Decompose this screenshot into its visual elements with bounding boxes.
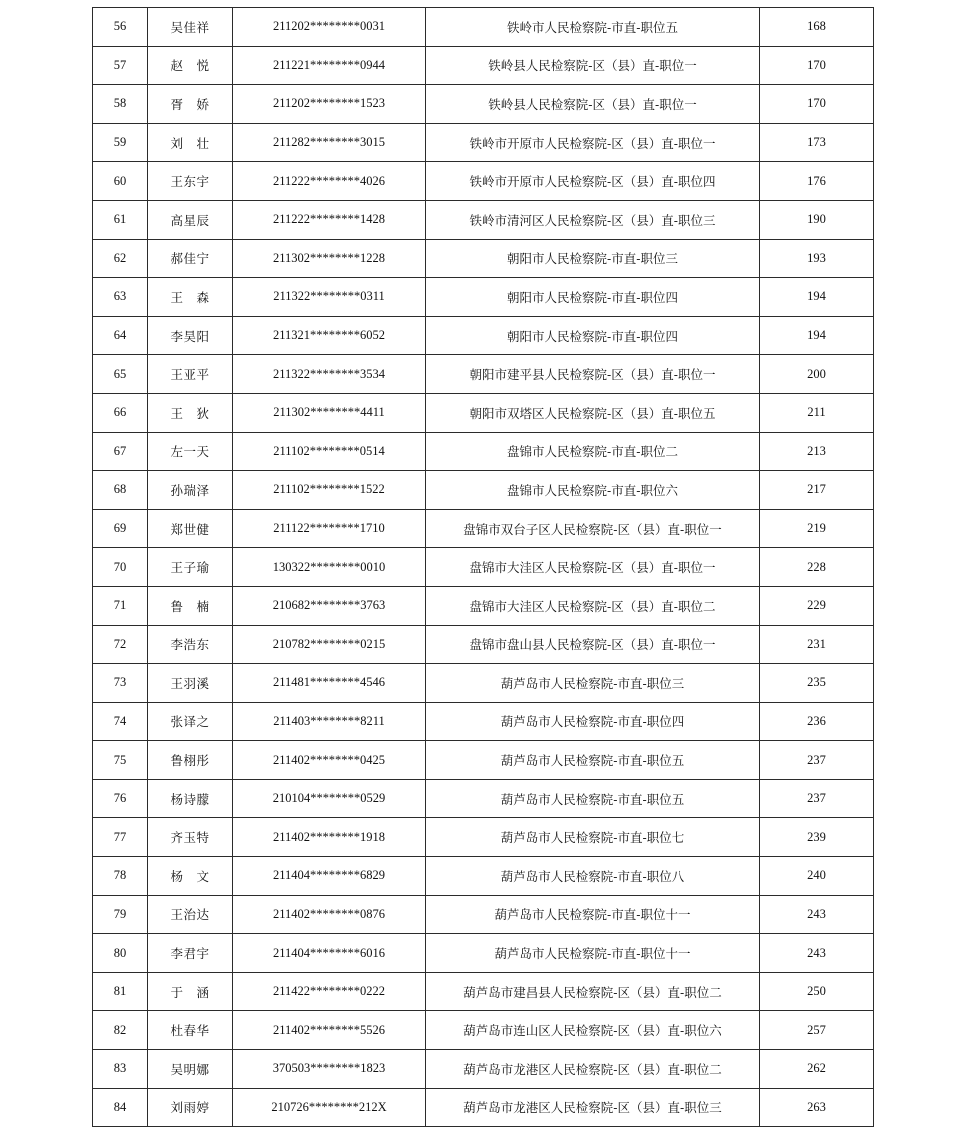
- applied-position: 朝阳市建平县人民检察院-区（县）直-职位一: [426, 355, 760, 394]
- candidate-table-body: [93, 8, 874, 1127]
- table-row: [93, 586, 874, 625]
- row-number: 77: [93, 818, 148, 857]
- candidate-name: 于 涵: [148, 972, 233, 1011]
- table-row: [93, 162, 874, 201]
- rank-value: 262: [760, 1050, 874, 1089]
- id-number: 211402********0876: [233, 895, 426, 934]
- applied-position: 葫芦岛市人民检察院-市直-职位五: [426, 741, 760, 780]
- rank-value: 250: [760, 972, 874, 1011]
- table-row: [93, 818, 874, 857]
- candidate-name: 吴佳祥: [148, 8, 233, 47]
- table-row: [93, 316, 874, 355]
- rank-value: 237: [760, 779, 874, 818]
- applied-position: 葫芦岛市建昌县人民检察院-区（县）直-职位二: [426, 972, 760, 1011]
- row-number: 80: [93, 934, 148, 973]
- id-number: 211221********0944: [233, 46, 426, 85]
- candidate-name: 杜春华: [148, 1011, 233, 1050]
- row-number: 67: [93, 432, 148, 471]
- candidate-name: 高星辰: [148, 200, 233, 239]
- candidate-name: 张译之: [148, 702, 233, 741]
- row-number: 82: [93, 1011, 148, 1050]
- id-number: 211222********4026: [233, 162, 426, 201]
- id-number: 211302********4411: [233, 393, 426, 432]
- candidate-name: 王羽溪: [148, 664, 233, 703]
- table-row: [93, 278, 874, 317]
- table-row: [93, 123, 874, 162]
- id-number: 211404********6016: [233, 934, 426, 973]
- candidate-name: 孙瑞泽: [148, 471, 233, 510]
- id-number: 210104********0529: [233, 779, 426, 818]
- rank-value: 190: [760, 200, 874, 239]
- applied-position: 铁岭市人民检察院-市直-职位五: [426, 8, 760, 47]
- table-row: [93, 1011, 874, 1050]
- applied-position: 葫芦岛市龙港区人民检察院-区（县）直-职位三: [426, 1088, 760, 1127]
- table-row: [93, 1050, 874, 1089]
- row-number: 63: [93, 278, 148, 317]
- rank-value: 168: [760, 8, 874, 47]
- rank-value: 243: [760, 934, 874, 973]
- candidate-table: [92, 7, 874, 1127]
- id-number: 211422********0222: [233, 972, 426, 1011]
- candidate-name: 郑世健: [148, 509, 233, 548]
- candidate-name: 王 狄: [148, 393, 233, 432]
- candidate-name: 胥 娇: [148, 85, 233, 124]
- table-row: [93, 393, 874, 432]
- rank-value: 235: [760, 664, 874, 703]
- candidate-name: 吴明娜: [148, 1050, 233, 1089]
- row-number: 72: [93, 625, 148, 664]
- rank-value: 243: [760, 895, 874, 934]
- candidate-name: 李昊阳: [148, 316, 233, 355]
- table-row: [93, 664, 874, 703]
- table-row: [93, 46, 874, 85]
- applied-position: 葫芦岛市人民检察院-市直-职位十一: [426, 934, 760, 973]
- id-number: 130322********0010: [233, 548, 426, 587]
- row-number: 75: [93, 741, 148, 780]
- candidate-name: 杨诗朦: [148, 779, 233, 818]
- row-number: 81: [93, 972, 148, 1011]
- candidate-name: 鲁 楠: [148, 586, 233, 625]
- applied-position: 葫芦岛市连山区人民检察院-区（县）直-职位六: [426, 1011, 760, 1050]
- rank-value: 237: [760, 741, 874, 780]
- candidate-name: 赵 悦: [148, 46, 233, 85]
- candidate-name: 刘 壮: [148, 123, 233, 162]
- applied-position: 铁岭市清河区人民检察院-区（县）直-职位三: [426, 200, 760, 239]
- id-number: 211321********6052: [233, 316, 426, 355]
- candidate-name: 王治达: [148, 895, 233, 934]
- table-row: [93, 1088, 874, 1127]
- id-number: 211404********6829: [233, 857, 426, 896]
- applied-position: 朝阳市人民检察院-市直-职位三: [426, 239, 760, 278]
- rank-value: 217: [760, 471, 874, 510]
- applied-position: 朝阳市人民检察院-市直-职位四: [426, 278, 760, 317]
- id-number: 211402********0425: [233, 741, 426, 780]
- id-number: 211122********1710: [233, 509, 426, 548]
- row-number: 61: [93, 200, 148, 239]
- candidate-name: 刘雨婷: [148, 1088, 233, 1127]
- table-row: [93, 471, 874, 510]
- rank-value: 194: [760, 278, 874, 317]
- row-number: 60: [93, 162, 148, 201]
- id-number: 210726********212X: [233, 1088, 426, 1127]
- table-row: [93, 432, 874, 471]
- id-number: 211282********3015: [233, 123, 426, 162]
- applied-position: 盘锦市大洼区人民检察院-区（县）直-职位一: [426, 548, 760, 587]
- table-row: [93, 239, 874, 278]
- rank-value: 231: [760, 625, 874, 664]
- candidate-name: 鲁栩彤: [148, 741, 233, 780]
- id-number: 211302********1228: [233, 239, 426, 278]
- row-number: 79: [93, 895, 148, 934]
- table-row: [93, 895, 874, 934]
- row-number: 59: [93, 123, 148, 162]
- applied-position: 盘锦市盘山县人民检察院-区（县）直-职位一: [426, 625, 760, 664]
- row-number: 73: [93, 664, 148, 703]
- rank-value: 194: [760, 316, 874, 355]
- candidate-name: 李君宇: [148, 934, 233, 973]
- row-number: 83: [93, 1050, 148, 1089]
- candidate-name: 齐玉特: [148, 818, 233, 857]
- row-number: 65: [93, 355, 148, 394]
- table-row: [93, 548, 874, 587]
- applied-position: 铁岭县人民检察院-区（县）直-职位一: [426, 46, 760, 85]
- table-row: [93, 625, 874, 664]
- id-number: 211322********3534: [233, 355, 426, 394]
- id-number: 211403********8211: [233, 702, 426, 741]
- row-number: 56: [93, 8, 148, 47]
- row-number: 69: [93, 509, 148, 548]
- candidate-name: 王 森: [148, 278, 233, 317]
- applied-position: 朝阳市人民检察院-市直-职位四: [426, 316, 760, 355]
- id-number: 211481********4546: [233, 664, 426, 703]
- id-number: 210782********0215: [233, 625, 426, 664]
- table-row: [93, 779, 874, 818]
- applied-position: 铁岭县人民检察院-区（县）直-职位一: [426, 85, 760, 124]
- rank-value: 211: [760, 393, 874, 432]
- table-row: [93, 934, 874, 973]
- id-number: 211202********0031: [233, 8, 426, 47]
- rank-value: 200: [760, 355, 874, 394]
- table-row: [93, 509, 874, 548]
- applied-position: 葫芦岛市人民检察院-市直-职位八: [426, 857, 760, 896]
- row-number: 64: [93, 316, 148, 355]
- table-row: [93, 857, 874, 896]
- rank-value: 236: [760, 702, 874, 741]
- row-number: 74: [93, 702, 148, 741]
- rank-value: 263: [760, 1088, 874, 1127]
- id-number: 211402********5526: [233, 1011, 426, 1050]
- rank-value: 239: [760, 818, 874, 857]
- row-number: 57: [93, 46, 148, 85]
- rank-value: 219: [760, 509, 874, 548]
- candidate-name: 左一天: [148, 432, 233, 471]
- row-number: 78: [93, 857, 148, 896]
- candidate-name: 郝佳宁: [148, 239, 233, 278]
- table-row: [93, 972, 874, 1011]
- applied-position: 铁岭市开原市人民检察院-区（县）直-职位一: [426, 123, 760, 162]
- id-number: 210682********3763: [233, 586, 426, 625]
- applied-position: 盘锦市双台子区人民检察院-区（县）直-职位一: [426, 509, 760, 548]
- row-number: 58: [93, 85, 148, 124]
- row-number: 84: [93, 1088, 148, 1127]
- table-row: [93, 85, 874, 124]
- table-row: [93, 702, 874, 741]
- table-row: [93, 741, 874, 780]
- candidate-name: 杨 文: [148, 857, 233, 896]
- applied-position: 盘锦市人民检察院-市直-职位六: [426, 471, 760, 510]
- rank-value: 173: [760, 123, 874, 162]
- rank-value: 213: [760, 432, 874, 471]
- rank-value: 228: [760, 548, 874, 587]
- rank-value: 176: [760, 162, 874, 201]
- id-number: 211402********1918: [233, 818, 426, 857]
- rank-value: 193: [760, 239, 874, 278]
- applied-position: 朝阳市双塔区人民检察院-区（县）直-职位五: [426, 393, 760, 432]
- row-number: 62: [93, 239, 148, 278]
- applied-position: 葫芦岛市人民检察院-市直-职位十一: [426, 895, 760, 934]
- candidate-name: 王子瑜: [148, 548, 233, 587]
- rank-value: 229: [760, 586, 874, 625]
- table-row: [93, 200, 874, 239]
- applied-position: 铁岭市开原市人民检察院-区（县）直-职位四: [426, 162, 760, 201]
- applied-position: 葫芦岛市人民检察院-市直-职位五: [426, 779, 760, 818]
- id-number: 211102********0514: [233, 432, 426, 471]
- rank-value: 257: [760, 1011, 874, 1050]
- candidate-name: 王亚平: [148, 355, 233, 394]
- row-number: 76: [93, 779, 148, 818]
- row-number: 71: [93, 586, 148, 625]
- rank-value: 170: [760, 46, 874, 85]
- applied-position: 盘锦市人民检察院-市直-职位二: [426, 432, 760, 471]
- applied-position: 葫芦岛市人民检察院-市直-职位四: [426, 702, 760, 741]
- applied-position: 盘锦市大洼区人民检察院-区（县）直-职位二: [426, 586, 760, 625]
- applied-position: 葫芦岛市人民检察院-市直-职位七: [426, 818, 760, 857]
- candidate-name: 李浩东: [148, 625, 233, 664]
- id-number: 211322********0311: [233, 278, 426, 317]
- table-row: [93, 355, 874, 394]
- id-number: 211202********1523: [233, 85, 426, 124]
- rank-value: 240: [760, 857, 874, 896]
- id-number: 370503********1823: [233, 1050, 426, 1089]
- id-number: 211102********1522: [233, 471, 426, 510]
- applied-position: 葫芦岛市人民检察院-市直-职位三: [426, 664, 760, 703]
- table-row: [93, 8, 874, 47]
- rank-value: 170: [760, 85, 874, 124]
- row-number: 66: [93, 393, 148, 432]
- candidate-name: 王东宇: [148, 162, 233, 201]
- row-number: 70: [93, 548, 148, 587]
- id-number: 211222********1428: [233, 200, 426, 239]
- applied-position: 葫芦岛市龙港区人民检察院-区（县）直-职位二: [426, 1050, 760, 1089]
- row-number: 68: [93, 471, 148, 510]
